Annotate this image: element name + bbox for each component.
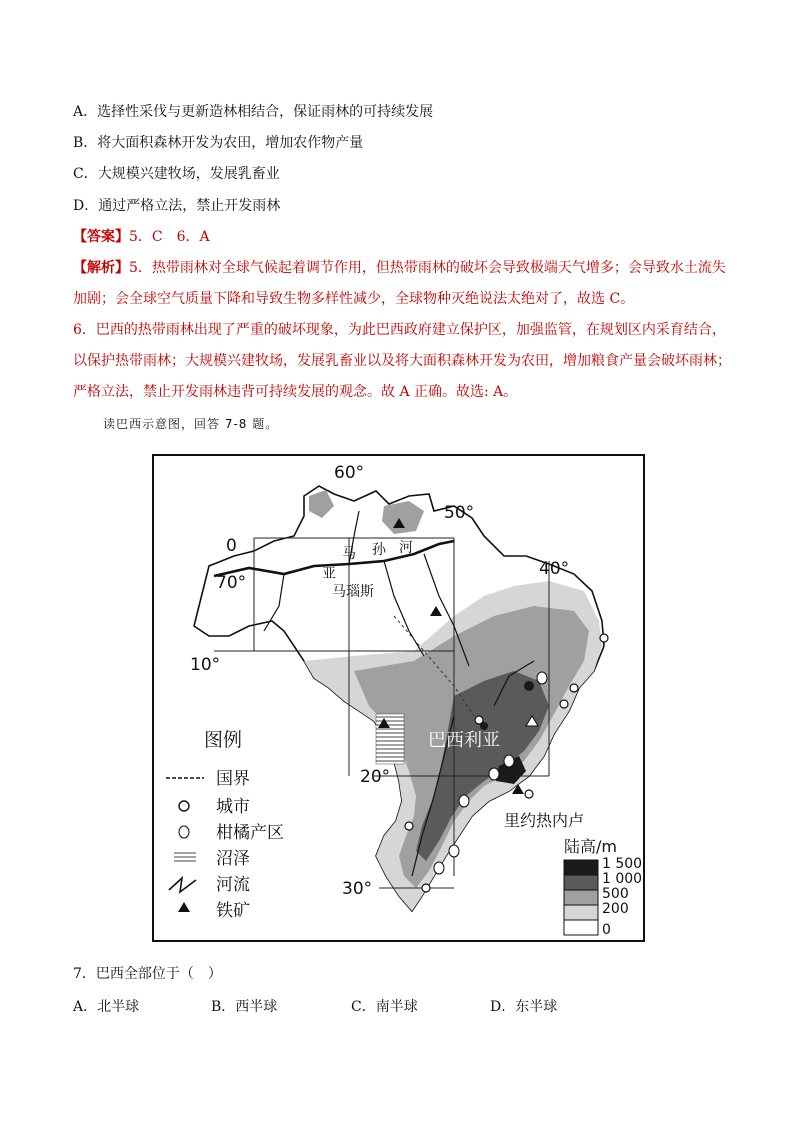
legend-city: 城市 — [216, 797, 250, 817]
legend-swamp: 沼泽 — [216, 849, 250, 869]
label-river-ya: 亚 — [322, 566, 336, 582]
analysis-tag: 【解析】 — [73, 260, 129, 276]
label-lat-10: 10° — [190, 655, 221, 675]
elev-1000: 1 000 — [602, 871, 643, 887]
label-manaus: 马瑙斯 — [332, 584, 374, 600]
answer-line — [73, 227, 210, 247]
option-c: C．大规模兴建牧场，发展乳畜业 — [73, 166, 280, 182]
analysis-text-1: 5．热带雨林对全球气候起着调节作用，但热带雨林的破坏会导致极端天气增多；会导致水土流失 — [129, 260, 726, 276]
legend — [166, 729, 284, 921]
option-d: D．通过严格立法，禁止开发雨林 — [73, 198, 281, 214]
option-b: B．将大面积森林开发为农田，增加农作物产量 — [73, 135, 364, 151]
label-lat-0: 0 — [226, 536, 237, 556]
analysis-line-3: 6．巴西的热带雨林出现了严重的破坏现象，为此巴西政府建立保护区，加强监管，在规划区内采育结合， — [73, 322, 726, 338]
elev-1500: 1 500 — [602, 856, 643, 872]
label-river-2: 孙 — [372, 542, 386, 558]
label-lon-40: 40° — [539, 559, 570, 579]
legend-river: 河流 — [216, 875, 250, 895]
analysis-line-2: 加剧；会全球空气质量下降和导致生物多样性减少，全球物种灭绝说法太绝对了，故选 C。 — [73, 291, 635, 307]
analysis-line-5: 严格立法，禁止开发雨林违背可持续发展的观念。故 A 正确。故选: A。 — [73, 384, 518, 400]
question-7-stem: 7．巴西全部位于（ ） — [73, 966, 222, 982]
elev-0: 0 — [602, 922, 611, 938]
analysis-line-4: 以保护热带雨林；大规模兴建牧场，发展乳畜业以及将大面积森林开发为农田，增加粮食产量会破坏雨林； — [73, 353, 731, 369]
legend-iron: 铁矿 — [216, 901, 250, 921]
label-lon-60: 60° — [334, 463, 365, 483]
brazil-map — [152, 454, 645, 942]
pantanal-swamp — [376, 714, 404, 764]
legend-title: 图例 — [204, 729, 243, 751]
analysis-line-1 — [73, 258, 726, 278]
legend-citrus: 柑橘产区 — [216, 823, 284, 843]
q7-option-a: A．北半球 — [73, 999, 140, 1015]
label-lon-50: 50° — [444, 503, 475, 523]
label-lat-30: 30° — [342, 879, 373, 899]
label-lat-20: 20° — [360, 767, 391, 787]
option-a: A．选择性采伐与更新造林相结合，保证雨林的可持续发展 — [73, 104, 434, 120]
map-intro: 读巴西示意图，回答 7-8 题。 — [103, 417, 279, 431]
label-river-1: 马 — [342, 546, 356, 562]
label-lon-70: 70° — [216, 573, 247, 593]
q7-option-d: D．东半球 — [490, 999, 558, 1015]
label-river-3: 河 — [399, 540, 413, 556]
elev-500: 500 — [602, 886, 629, 902]
elevation-legend — [564, 837, 642, 938]
answer-text: 5．C 6．A — [129, 229, 210, 245]
label-brasilia: 巴西利亚 — [428, 730, 500, 751]
answer-tag: 【答案】 — [73, 229, 129, 245]
elev-200: 200 — [602, 901, 629, 917]
elev-title: 陆高/m — [564, 837, 617, 856]
q7-option-c: C．南半球 — [351, 999, 418, 1015]
q7-option-b: B．西半球 — [211, 999, 278, 1015]
legend-border: 国界 — [216, 769, 250, 789]
label-rio: 里约热内卢 — [504, 811, 585, 830]
